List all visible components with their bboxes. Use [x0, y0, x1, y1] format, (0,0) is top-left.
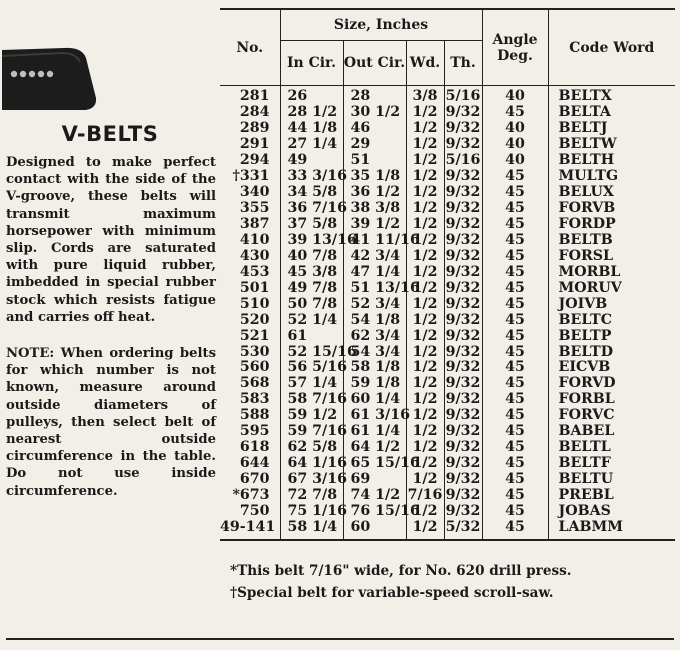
cell-no: 595: [239, 423, 270, 440]
table-row: [220, 297, 675, 313]
cell-th: 9/32: [445, 135, 481, 152]
cell-code-word: JOIVB: [548, 297, 675, 313]
table-row: [220, 360, 675, 376]
cell-in-cir: 58 7/16: [280, 392, 343, 408]
cell-th: 9/32: [445, 231, 481, 248]
cell-th: 9/32: [445, 103, 481, 120]
table-row: [220, 86, 675, 105]
cell-wd: 1/2: [406, 440, 444, 456]
cell-code-word: BELTH: [548, 153, 675, 169]
cell-out-cir: 29: [343, 137, 406, 153]
cell-th: 9/32: [445, 359, 481, 376]
table-row: [220, 121, 675, 137]
cell-code-word: FORBL: [548, 392, 675, 408]
cell-no: 281: [239, 88, 270, 104]
cell-angle: 45: [482, 105, 548, 121]
cell-out-cir: 54 1/8: [343, 313, 406, 329]
cell-out-cir: 51 13/16: [343, 281, 406, 297]
cell-wd: 1/2: [406, 233, 444, 249]
cell-code-word: BELTU: [548, 472, 675, 488]
cell-angle: 40: [482, 137, 548, 153]
cell-in-cir: 49 7/8: [280, 281, 343, 297]
cell-in-cir: 33 3/16: [280, 169, 343, 185]
cell-th: 9/32: [445, 119, 481, 136]
cell-wd: 1/2: [406, 520, 444, 539]
cell-in-cir: 50 7/8: [280, 297, 343, 313]
cell-code-word: EICVB: [548, 360, 675, 376]
cell-out-cir: 46: [343, 121, 406, 137]
table-row: [220, 137, 675, 153]
header-code-word: Code Word: [548, 9, 675, 86]
cell-angle: 45: [482, 201, 548, 217]
cell-no: 644: [239, 455, 270, 472]
cell-angle: 45: [482, 217, 548, 233]
table-row: [220, 169, 675, 185]
cell-in-cir: 27 1/4: [280, 137, 343, 153]
table-row: [220, 520, 675, 539]
cell-th: 9/32: [445, 391, 481, 408]
cell-no: 49-141: [220, 519, 276, 536]
cell-no: 670: [239, 471, 270, 488]
cell-angle: 45: [482, 169, 548, 185]
cell-code-word: BELUX: [548, 185, 675, 201]
cell-no: 340: [239, 183, 270, 200]
cell-code-word: FORVD: [548, 376, 675, 392]
table-row: [220, 329, 675, 345]
table-row: [220, 472, 675, 488]
cell-th: 5/32: [444, 520, 482, 539]
cell-angle: 45: [482, 440, 548, 456]
cell-in-cir: 34 5/8: [280, 185, 343, 201]
cell-angle: 45: [482, 376, 548, 392]
page-bottom-rule: [6, 638, 674, 640]
cell-in-cir: 44 1/8: [280, 121, 343, 137]
cell-out-cir: 52 3/4: [343, 297, 406, 313]
cell-angle: 45: [482, 520, 548, 539]
table-row: [220, 504, 675, 520]
cell-wd: 1/2: [406, 185, 444, 201]
table-row: [220, 265, 675, 281]
cell-out-cir: 42 3/4: [343, 249, 406, 265]
cell-wd: 3/8: [406, 86, 444, 105]
cell-no: 583: [239, 391, 270, 408]
table-row: [220, 376, 675, 392]
cell-in-cir: 57 1/4: [280, 376, 343, 392]
cell-out-cir: 60: [343, 520, 406, 539]
cell-no: 410: [239, 231, 270, 248]
cell-out-cir: 51: [343, 153, 406, 169]
cell-out-cir: 58 1/8: [343, 360, 406, 376]
cell-code-word: MULTG: [548, 169, 675, 185]
cell-angle: 45: [482, 488, 548, 504]
table-row: [220, 392, 675, 408]
cell-code-word: BELTD: [548, 345, 675, 361]
cell-th: 5/16: [445, 151, 481, 168]
note-text: NOTE: When ordering belts for which number is not known, measure around outside diameters of pulleys, then select belt of nearest outside circumference in the table. Do not use inside circumference.: [6, 346, 216, 499]
cell-wd: 1/2: [406, 137, 444, 153]
cell-wd: 1/2: [406, 169, 444, 185]
cell-code-word: FORVC: [548, 408, 675, 424]
cell-out-cir: 39 1/2: [343, 217, 406, 233]
cell-wd: 1/2: [406, 392, 444, 408]
table-row: [220, 313, 675, 329]
cell-in-cir: 45 3/8: [280, 265, 343, 281]
cell-out-cir: 35 1/8: [343, 169, 406, 185]
cell-wd: 1/2: [406, 201, 444, 217]
cell-out-cir: 36 1/2: [343, 185, 406, 201]
cell-th: 9/32: [445, 455, 481, 472]
cell-out-cir: 62 3/4: [343, 329, 406, 345]
cell-no: 568: [239, 375, 270, 392]
cell-out-cir: 65 15/16: [343, 456, 406, 472]
cell-th: 9/32: [445, 471, 481, 488]
belt-table-container: [220, 8, 675, 541]
cell-in-cir: 56 5/16: [280, 360, 343, 376]
cell-no: 530: [239, 343, 270, 360]
table-row: [220, 105, 675, 121]
table-row: [220, 440, 675, 456]
cell-in-cir: 58 1/4: [280, 520, 343, 539]
cell-out-cir: 28: [343, 86, 406, 105]
cell-in-cir: 26: [280, 86, 343, 105]
cell-wd: 1/2: [406, 472, 444, 488]
cell-no: 291: [239, 135, 270, 152]
cell-in-cir: 52 15/16: [280, 345, 343, 361]
cell-wd: 1/2: [406, 121, 444, 137]
cell-no: 560: [239, 359, 270, 376]
cell-no: 618: [239, 439, 270, 456]
cell-wd: 1/2: [406, 360, 444, 376]
cell-code-word: BELTA: [548, 105, 675, 121]
cell-th: 9/32: [445, 407, 481, 424]
cell-out-cir: 61 3/16: [343, 408, 406, 424]
section-title: V-BELTS: [61, 122, 159, 146]
cell-in-cir: 40 7/8: [280, 249, 343, 265]
cell-in-cir: 64 1/16: [280, 456, 343, 472]
cell-angle: 45: [482, 329, 548, 345]
cell-th: 9/32: [445, 311, 481, 328]
table-row: [220, 201, 675, 217]
cell-th: 5/16: [444, 86, 482, 105]
cell-angle: 45: [482, 472, 548, 488]
cell-th: 9/32: [445, 183, 481, 200]
v-belt-illustration: [2, 46, 98, 112]
cell-th: 9/32: [445, 439, 481, 456]
cell-angle: 45: [482, 185, 548, 201]
cell-angle: 45: [482, 360, 548, 376]
header-size-group: Size, Inches: [280, 9, 482, 41]
cell-in-cir: 39 13/16: [280, 233, 343, 249]
table-row: [220, 345, 675, 361]
cell-th: 9/32: [445, 327, 481, 344]
footnote-asterisk: *This belt 7/16" wide, for No. 620 drill press.: [230, 563, 572, 579]
cell-out-cir: 61 1/4: [343, 424, 406, 440]
cell-th: 9/32: [445, 279, 481, 296]
cell-code-word: BELTC: [548, 313, 675, 329]
cell-angle: 45: [482, 297, 548, 313]
cell-in-cir: 67 3/16: [280, 472, 343, 488]
cell-code-word: MORUV: [548, 281, 675, 297]
cell-out-cir: 64 1/2: [343, 440, 406, 456]
cell-angle: 45: [482, 504, 548, 520]
table-row: [220, 408, 675, 424]
cell-code-word: BABEL: [548, 424, 675, 440]
cell-th: 9/32: [445, 263, 481, 280]
table-row: [220, 456, 675, 472]
cell-code-word: JOBAS: [548, 504, 675, 520]
table-body: [220, 86, 675, 540]
cell-in-cir: 37 5/8: [280, 217, 343, 233]
cell-wd: 1/2: [406, 376, 444, 392]
cell-no: 588: [239, 407, 270, 424]
cell-code-word: BELTL: [548, 440, 675, 456]
cell-th: 9/32: [445, 167, 481, 184]
cell-angle: 45: [482, 313, 548, 329]
table-row: [220, 233, 675, 249]
cell-code-word: BELTB: [548, 233, 675, 249]
cell-wd: 1/2: [406, 297, 444, 313]
header-in-cir: In Cir.: [280, 41, 343, 86]
cell-out-cir: 47 1/4: [343, 265, 406, 281]
cell-out-cir: 54 3/4: [343, 345, 406, 361]
table-row: [220, 153, 675, 169]
cell-no: 520: [239, 311, 270, 328]
cell-wd: 1/2: [406, 265, 444, 281]
cell-in-cir: 28 1/2: [280, 105, 343, 121]
cell-code-word: BELTJ: [548, 121, 675, 137]
cell-angle: 45: [482, 249, 548, 265]
table-row: [220, 185, 675, 201]
cell-in-cir: 61: [280, 329, 343, 345]
cell-no: *673: [232, 487, 270, 504]
cell-wd: 7/16: [407, 487, 443, 504]
cell-no: 510: [239, 295, 270, 312]
cell-in-cir: 49: [280, 153, 343, 169]
cell-th: 9/32: [445, 247, 481, 264]
cell-no: 289: [239, 119, 270, 136]
table-row: [220, 249, 675, 265]
cell-th: 9/32: [445, 423, 481, 440]
cell-angle: 40: [482, 86, 548, 105]
cell-no: †331: [232, 167, 270, 184]
cell-out-cir: 38 3/8: [343, 201, 406, 217]
cell-th: 9/32: [445, 487, 481, 504]
header-angle: Angle Deg.: [482, 9, 548, 86]
cell-wd: 1/2: [406, 408, 444, 424]
cell-code-word: PREBL: [548, 488, 675, 504]
cell-out-cir: 69: [343, 472, 406, 488]
cell-th: 9/32: [445, 199, 481, 216]
cell-wd: 1/2: [406, 329, 444, 345]
cell-th: 9/32: [445, 503, 481, 520]
cell-wd: 1/2: [406, 504, 444, 520]
cell-th: 9/32: [445, 295, 481, 312]
table-row: [220, 488, 675, 504]
description-text: Designed to make perfect contact with the side of the V-groove, these belts will transmit maximum horsepower with minimum slip. Cords are saturated with pure liquid rubber, imbedded in special rubber stock which resists fatigue and carries off heat.: [6, 155, 216, 325]
cell-wd: 1/2: [406, 153, 444, 169]
cell-wd: 1/2: [406, 281, 444, 297]
cell-angle: 45: [482, 456, 548, 472]
cell-no: 294: [239, 151, 270, 168]
cell-wd: 1/2: [406, 217, 444, 233]
header-no: No.: [220, 9, 280, 86]
cell-angle: 45: [482, 345, 548, 361]
cell-angle: 45: [482, 233, 548, 249]
cell-in-cir: 36 7/16: [280, 201, 343, 217]
cell-code-word: FORSL: [548, 249, 675, 265]
cell-angle: 40: [482, 153, 548, 169]
cell-out-cir: 30 1/2: [343, 105, 406, 121]
cell-th: 9/32: [445, 375, 481, 392]
cell-no: 387: [239, 215, 270, 232]
cell-in-cir: 59 7/16: [280, 424, 343, 440]
table-row: [220, 217, 675, 233]
cell-in-cir: 72 7/8: [280, 488, 343, 504]
cell-code-word: BELTP: [548, 329, 675, 345]
cell-out-cir: 41 11/16: [343, 233, 406, 249]
cell-code-word: BELTW: [548, 137, 675, 153]
cell-wd: 1/2: [406, 105, 444, 121]
cell-out-cir: 74 1/2: [343, 488, 406, 504]
cell-out-cir: 76 15/16: [343, 504, 406, 520]
cell-code-word: FORVB: [548, 201, 675, 217]
cell-in-cir: 59 1/2: [280, 408, 343, 424]
cell-out-cir: 59 1/8: [343, 376, 406, 392]
belt-table: [220, 8, 675, 539]
table-row: [220, 424, 675, 440]
table-bottom-rule: [220, 539, 675, 541]
cell-angle: 40: [482, 121, 548, 137]
cell-no: 430: [239, 247, 270, 264]
cell-no: 750: [239, 503, 270, 520]
cell-no: 453: [239, 263, 270, 280]
cell-code-word: MORBL: [548, 265, 675, 281]
cell-no: 501: [239, 279, 270, 296]
header-wd: Wd.: [406, 41, 444, 86]
cell-wd: 1/2: [406, 249, 444, 265]
cell-th: 9/32: [445, 343, 481, 360]
cell-angle: 45: [482, 424, 548, 440]
cell-angle: 45: [482, 392, 548, 408]
cell-angle: 45: [482, 281, 548, 297]
cell-wd: 1/2: [406, 456, 444, 472]
cell-code-word: LABMM: [548, 520, 675, 539]
cell-angle: 45: [482, 265, 548, 281]
cell-no: 284: [239, 103, 270, 120]
cell-in-cir: 62 5/8: [280, 440, 343, 456]
cell-no: 521: [239, 327, 270, 344]
cell-wd: 1/2: [406, 345, 444, 361]
cell-no: 355: [239, 199, 270, 216]
table-row: [220, 281, 675, 297]
cell-in-cir: 52 1/4: [280, 313, 343, 329]
header-out-cir: Out Cir.: [343, 41, 406, 86]
cell-wd: 1/2: [406, 424, 444, 440]
cell-wd: 1/2: [406, 313, 444, 329]
footnote-dagger: †Special belt for variable-speed scroll-saw.: [230, 585, 554, 601]
cell-code-word: BELTX: [548, 86, 675, 105]
cell-code-word: FORDP: [548, 217, 675, 233]
cell-in-cir: 75 1/16: [280, 504, 343, 520]
cell-angle: 45: [482, 408, 548, 424]
header-th: Th.: [444, 41, 482, 86]
cell-code-word: BELTF: [548, 456, 675, 472]
cell-th: 9/32: [445, 215, 481, 232]
cell-out-cir: 60 1/4: [343, 392, 406, 408]
footnotes: [230, 560, 670, 604]
